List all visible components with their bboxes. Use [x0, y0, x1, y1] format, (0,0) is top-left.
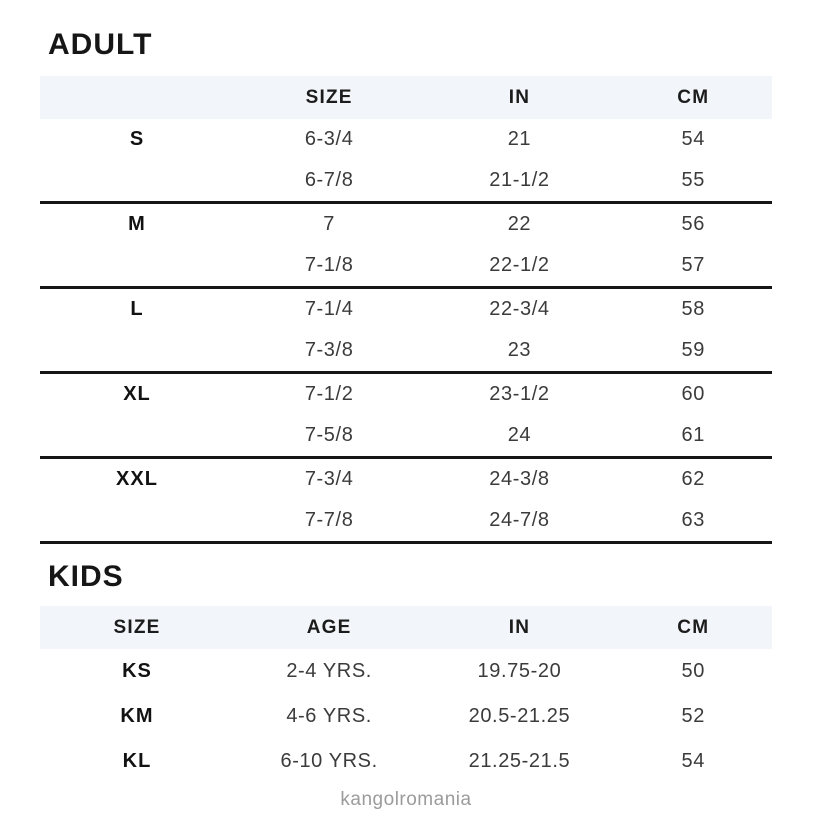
cm-value: 61	[681, 424, 705, 446]
cm-value: 54	[681, 750, 705, 772]
table-row	[40, 459, 772, 500]
size-label: XL	[123, 383, 151, 405]
kids-header-age: AGE	[306, 616, 352, 638]
size-label: M	[128, 213, 146, 235]
in-value: 22-1/2	[489, 254, 550, 276]
size-label: KM	[120, 705, 154, 727]
size-value: 7	[323, 213, 335, 235]
table-row	[40, 500, 772, 541]
table-row	[40, 204, 772, 245]
adult-size-group-xxl	[40, 459, 772, 544]
size-value: 6-3/4	[304, 128, 354, 150]
in-value: 22	[507, 213, 532, 235]
in-value: 24	[507, 424, 532, 446]
cm-value: 52	[681, 705, 705, 727]
in-value: 24-3/8	[489, 468, 550, 490]
adult-header-in: IN	[508, 86, 531, 108]
adult-section-title: ADULT	[48, 28, 153, 61]
cm-value: 59	[681, 339, 705, 361]
adult-size-group-xl	[40, 374, 772, 459]
size-value: 7-3/8	[304, 339, 354, 361]
table-row	[40, 649, 772, 694]
kids-header-size: SIZE	[113, 616, 161, 638]
table-row	[40, 245, 772, 286]
in-value: 24-7/8	[489, 509, 550, 531]
cm-value: 54	[681, 128, 705, 150]
size-value: 7-1/8	[304, 254, 354, 276]
age-value: 4-6 YRS.	[286, 705, 372, 727]
size-label: L	[130, 298, 144, 320]
cm-value: 62	[681, 468, 705, 490]
cm-value: 57	[681, 254, 705, 276]
size-value: 7-1/2	[304, 383, 354, 405]
adult-size-group-m	[40, 204, 772, 289]
size-value: 7-1/4	[304, 298, 354, 320]
adult-size-group-l	[40, 289, 772, 374]
in-value: 22-3/4	[489, 298, 550, 320]
in-value: 23-1/2	[489, 383, 550, 405]
in-value: 20.5-21.25	[468, 705, 571, 727]
adult-size-table	[40, 76, 772, 544]
table-row	[40, 415, 772, 456]
kids-table-header-row	[40, 606, 772, 649]
table-row	[40, 119, 772, 160]
cm-value: 56	[681, 213, 705, 235]
table-row	[40, 694, 772, 739]
table-row	[40, 330, 772, 371]
adult-size-group-s	[40, 119, 772, 204]
in-value: 21.25-21.5	[468, 750, 571, 772]
size-value: 7-7/8	[304, 509, 354, 531]
adult-header-size: SIZE	[305, 86, 353, 108]
in-value: 23	[507, 339, 532, 361]
kids-section-title: KIDS	[48, 560, 124, 593]
cm-value: 55	[681, 169, 705, 191]
size-value: 6-7/8	[304, 169, 354, 191]
size-label: XXL	[116, 468, 158, 490]
size-label: KS	[122, 660, 152, 682]
watermark-text: kangolromania	[340, 789, 472, 810]
table-row	[40, 739, 772, 784]
cm-value: 50	[681, 660, 705, 682]
cm-value: 63	[681, 509, 705, 531]
age-value: 2-4 YRS.	[286, 660, 372, 682]
size-value: 7-3/4	[304, 468, 354, 490]
table-row	[40, 160, 772, 201]
size-label: KL	[122, 750, 152, 772]
cm-value: 60	[681, 383, 705, 405]
cm-value: 58	[681, 298, 705, 320]
kids-size-table	[40, 606, 772, 784]
in-value: 21	[507, 128, 532, 150]
age-value: 6-10 YRS.	[280, 750, 378, 772]
table-row	[40, 374, 772, 415]
size-label: S	[129, 128, 145, 150]
in-value: 19.75-20	[477, 660, 562, 682]
table-row	[40, 289, 772, 330]
size-value: 7-5/8	[304, 424, 354, 446]
adult-header-cm: CM	[677, 86, 710, 108]
adult-table-header-row	[40, 76, 772, 119]
kids-header-cm: CM	[677, 616, 710, 638]
in-value: 21-1/2	[489, 169, 550, 191]
kids-header-in: IN	[508, 616, 531, 638]
